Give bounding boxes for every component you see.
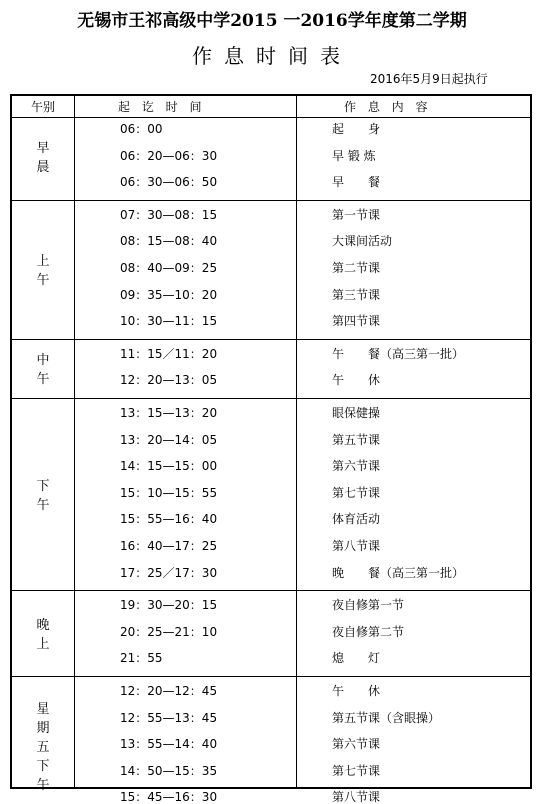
activity: 早 锻 炼 — [332, 148, 376, 163]
header-period: 午别 — [30, 100, 55, 114]
activity: 午 餐（高三第一批） — [332, 346, 465, 361]
activity: 第三节课 — [332, 287, 381, 302]
schedule-table — [10, 94, 532, 804]
activity: 体育活动 — [332, 512, 381, 527]
activity: 夜自修第一节 — [332, 598, 405, 613]
activity: 早 餐 — [332, 175, 381, 190]
activity: 眼保健操 — [332, 406, 381, 420]
time-range: 15：55—16：40 — [120, 512, 218, 527]
time-range: 17：25／17：30 — [120, 565, 218, 580]
activity: 熄 灯 — [332, 651, 381, 666]
activity: 午 休 — [332, 373, 381, 388]
period-label: 早 晨 — [36, 141, 50, 176]
header-activity: 作 息 内 容 — [344, 100, 432, 114]
time-range: 12：20—12：45 — [120, 684, 218, 698]
header-time: 起 讫 时 间 — [118, 100, 206, 114]
activity: 第五节课（含眼操） — [332, 710, 441, 725]
time-range: 08：40—09：25 — [120, 261, 218, 275]
time-range: 12：20—13：05 — [120, 373, 218, 388]
header-divider — [12, 117, 530, 118]
activity: 第四节课 — [332, 314, 381, 329]
group-divider — [12, 590, 530, 591]
group-divider — [12, 676, 530, 677]
group-divider — [12, 200, 530, 201]
time-range: 06：20—06：30 — [120, 148, 218, 163]
effective-date: 2016年5月9日起执行 — [370, 72, 488, 86]
activity: 第五节课 — [332, 432, 381, 447]
activity: 第八节课 — [332, 539, 381, 553]
time-range: 06：00 — [120, 122, 163, 136]
time-range: 08：15—08：40 — [120, 234, 218, 249]
period-label: 下 午 — [36, 478, 50, 513]
time-range: 06：30—06：50 — [120, 175, 218, 190]
time-range: 21：55 — [120, 651, 163, 666]
time-range: 15：10—15：55 — [120, 485, 218, 500]
time-range: 14：50—15：35 — [120, 763, 218, 778]
time-range: 07：30—08：15 — [120, 207, 218, 222]
time-range: 19：30—20：15 — [120, 598, 218, 613]
activity: 第八节课 — [332, 790, 381, 804]
period-label: 星 期 五 下 午 — [36, 701, 50, 793]
activity: 第六节课 — [332, 737, 381, 752]
time-range: 20：25—21：10 — [120, 624, 218, 639]
activity: 夜自修第二节 — [332, 624, 405, 639]
period-label: 上 午 — [36, 253, 50, 288]
group-divider — [12, 398, 530, 399]
time-range: 13：20—14：05 — [120, 432, 218, 447]
time-range: 15：45—16：30 — [120, 790, 218, 804]
time-range: 10：30—11：15 — [120, 314, 218, 329]
activity: 第七节课 — [332, 763, 381, 778]
school-title: 无锡市王祁高级中学2015 一2016学年度第二学期 — [77, 11, 467, 31]
time-range: 13：15—13：20 — [120, 406, 218, 420]
time-range: 11：15／11：20 — [120, 346, 218, 361]
activity: 第六节课 — [332, 459, 381, 474]
activity: 大课间活动 — [332, 234, 393, 249]
time-range: 14：15—15：00 — [120, 459, 218, 474]
time-range: 12：55—13：45 — [120, 710, 218, 725]
period-label: 晚 上 — [36, 617, 50, 652]
schedule-title: 作息时间表 — [192, 44, 352, 68]
period-label: 中 午 — [36, 352, 50, 387]
time-range: 16：40—17：25 — [120, 539, 218, 553]
activity: 午 休 — [332, 684, 381, 698]
activity: 第一节课 — [332, 207, 381, 222]
activity: 晚 餐（高三第一批） — [332, 565, 465, 580]
activity: 第二节课 — [332, 261, 381, 275]
group-divider — [12, 339, 530, 340]
time-range: 09：35—10：20 — [120, 287, 218, 302]
activity: 第七节课 — [332, 485, 381, 500]
activity: 起 身 — [332, 122, 381, 136]
time-range: 13：55—14：40 — [120, 737, 218, 752]
